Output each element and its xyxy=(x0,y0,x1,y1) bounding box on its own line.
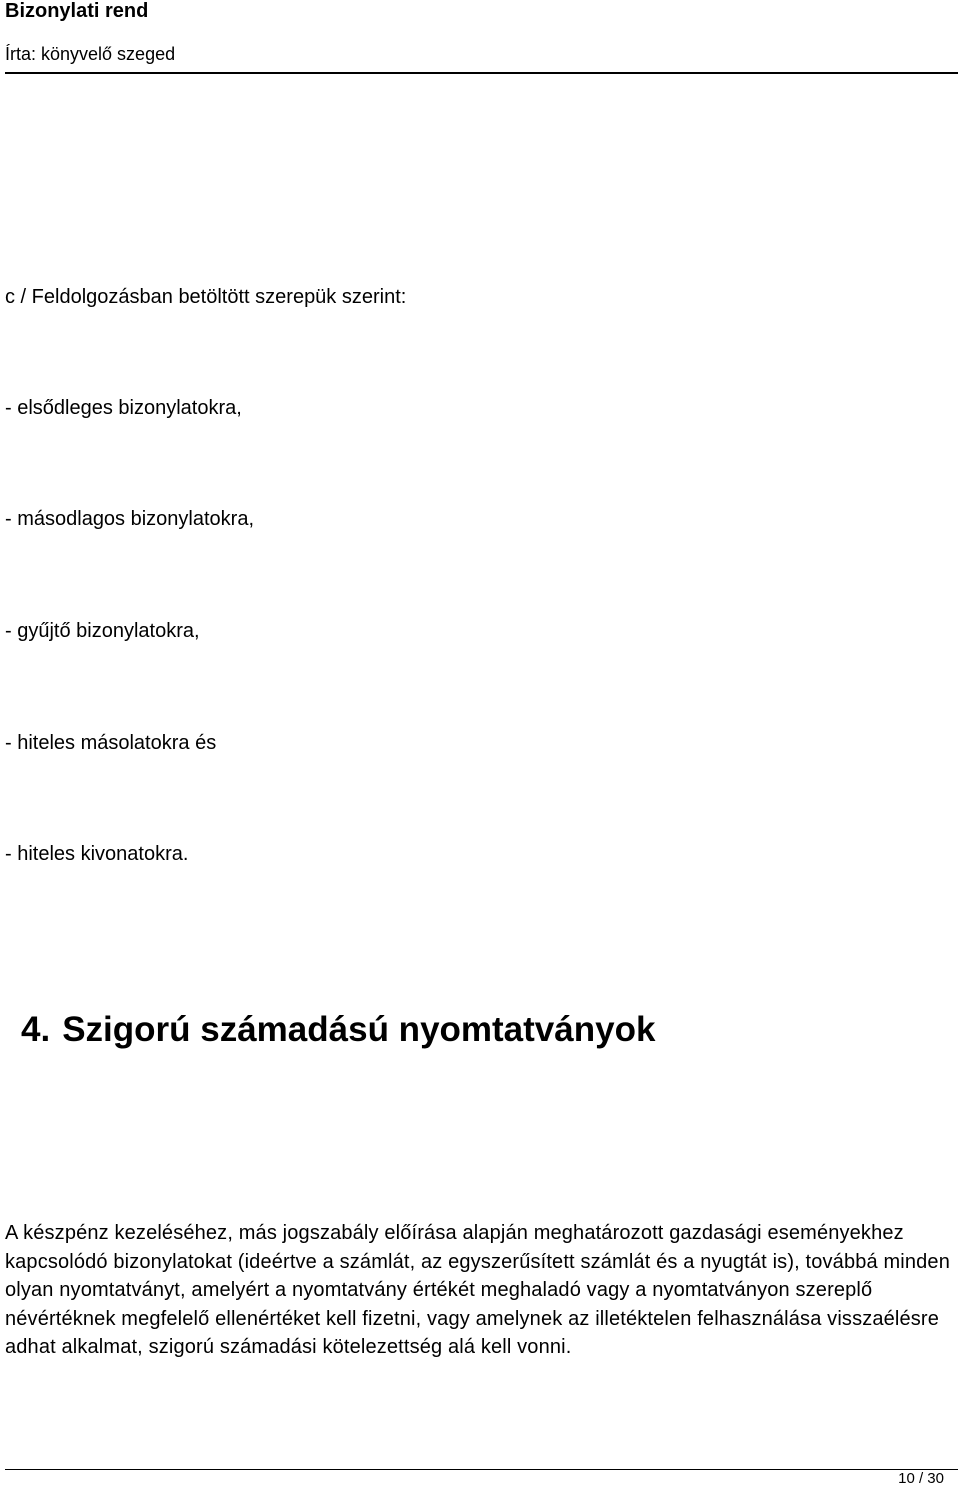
classification-intro: c / Feldolgozásban betöltött szerepük szerint: xyxy=(5,286,407,308)
page-number: 10 / 30 xyxy=(898,1470,944,1487)
author-line: Írta: könyvelő szeged xyxy=(5,44,176,64)
footer-divider xyxy=(5,1469,958,1470)
list-item-certified-extracts: - hiteles kivonatokra. xyxy=(5,843,189,865)
section-paragraph: A készpénz kezeléséhez, más jogszabály előírása alapján meghatározott gazdasági eseményekhez kapcsolódó bizonylatokat (ideértve a számlát, az egyszerűsített számlát és a nyugtát is), továbbá minden olyan nyomtatványt, amelyért a nyomtatvány értékét meghaladó vagy a nyomtatványon szereplő névértéknek megfelelő ellenértéket kell fizetni, vagy amelynek az illetéktelen felhasználása visszaélésre adhat alkalmat, szigorú számadási kötelezettség alá kell vonni. xyxy=(5,1222,950,1358)
header-divider xyxy=(5,72,958,74)
list-item-secondary: - másodlagos bizonylatokra, xyxy=(5,508,255,530)
list-item-primary: - elsődleges bizonylatokra, xyxy=(5,397,242,419)
section-heading xyxy=(21,1009,655,1051)
section-number: 4. xyxy=(21,1010,51,1049)
list-item-certified-copies: - hiteles másolatokra és xyxy=(5,732,217,754)
list-item-collective: - gyűjtő bizonylatokra, xyxy=(5,620,200,642)
document-title: Bizonylati rend xyxy=(5,0,149,22)
section-title: Szigorú számadású nyomtatványok xyxy=(62,1010,656,1049)
